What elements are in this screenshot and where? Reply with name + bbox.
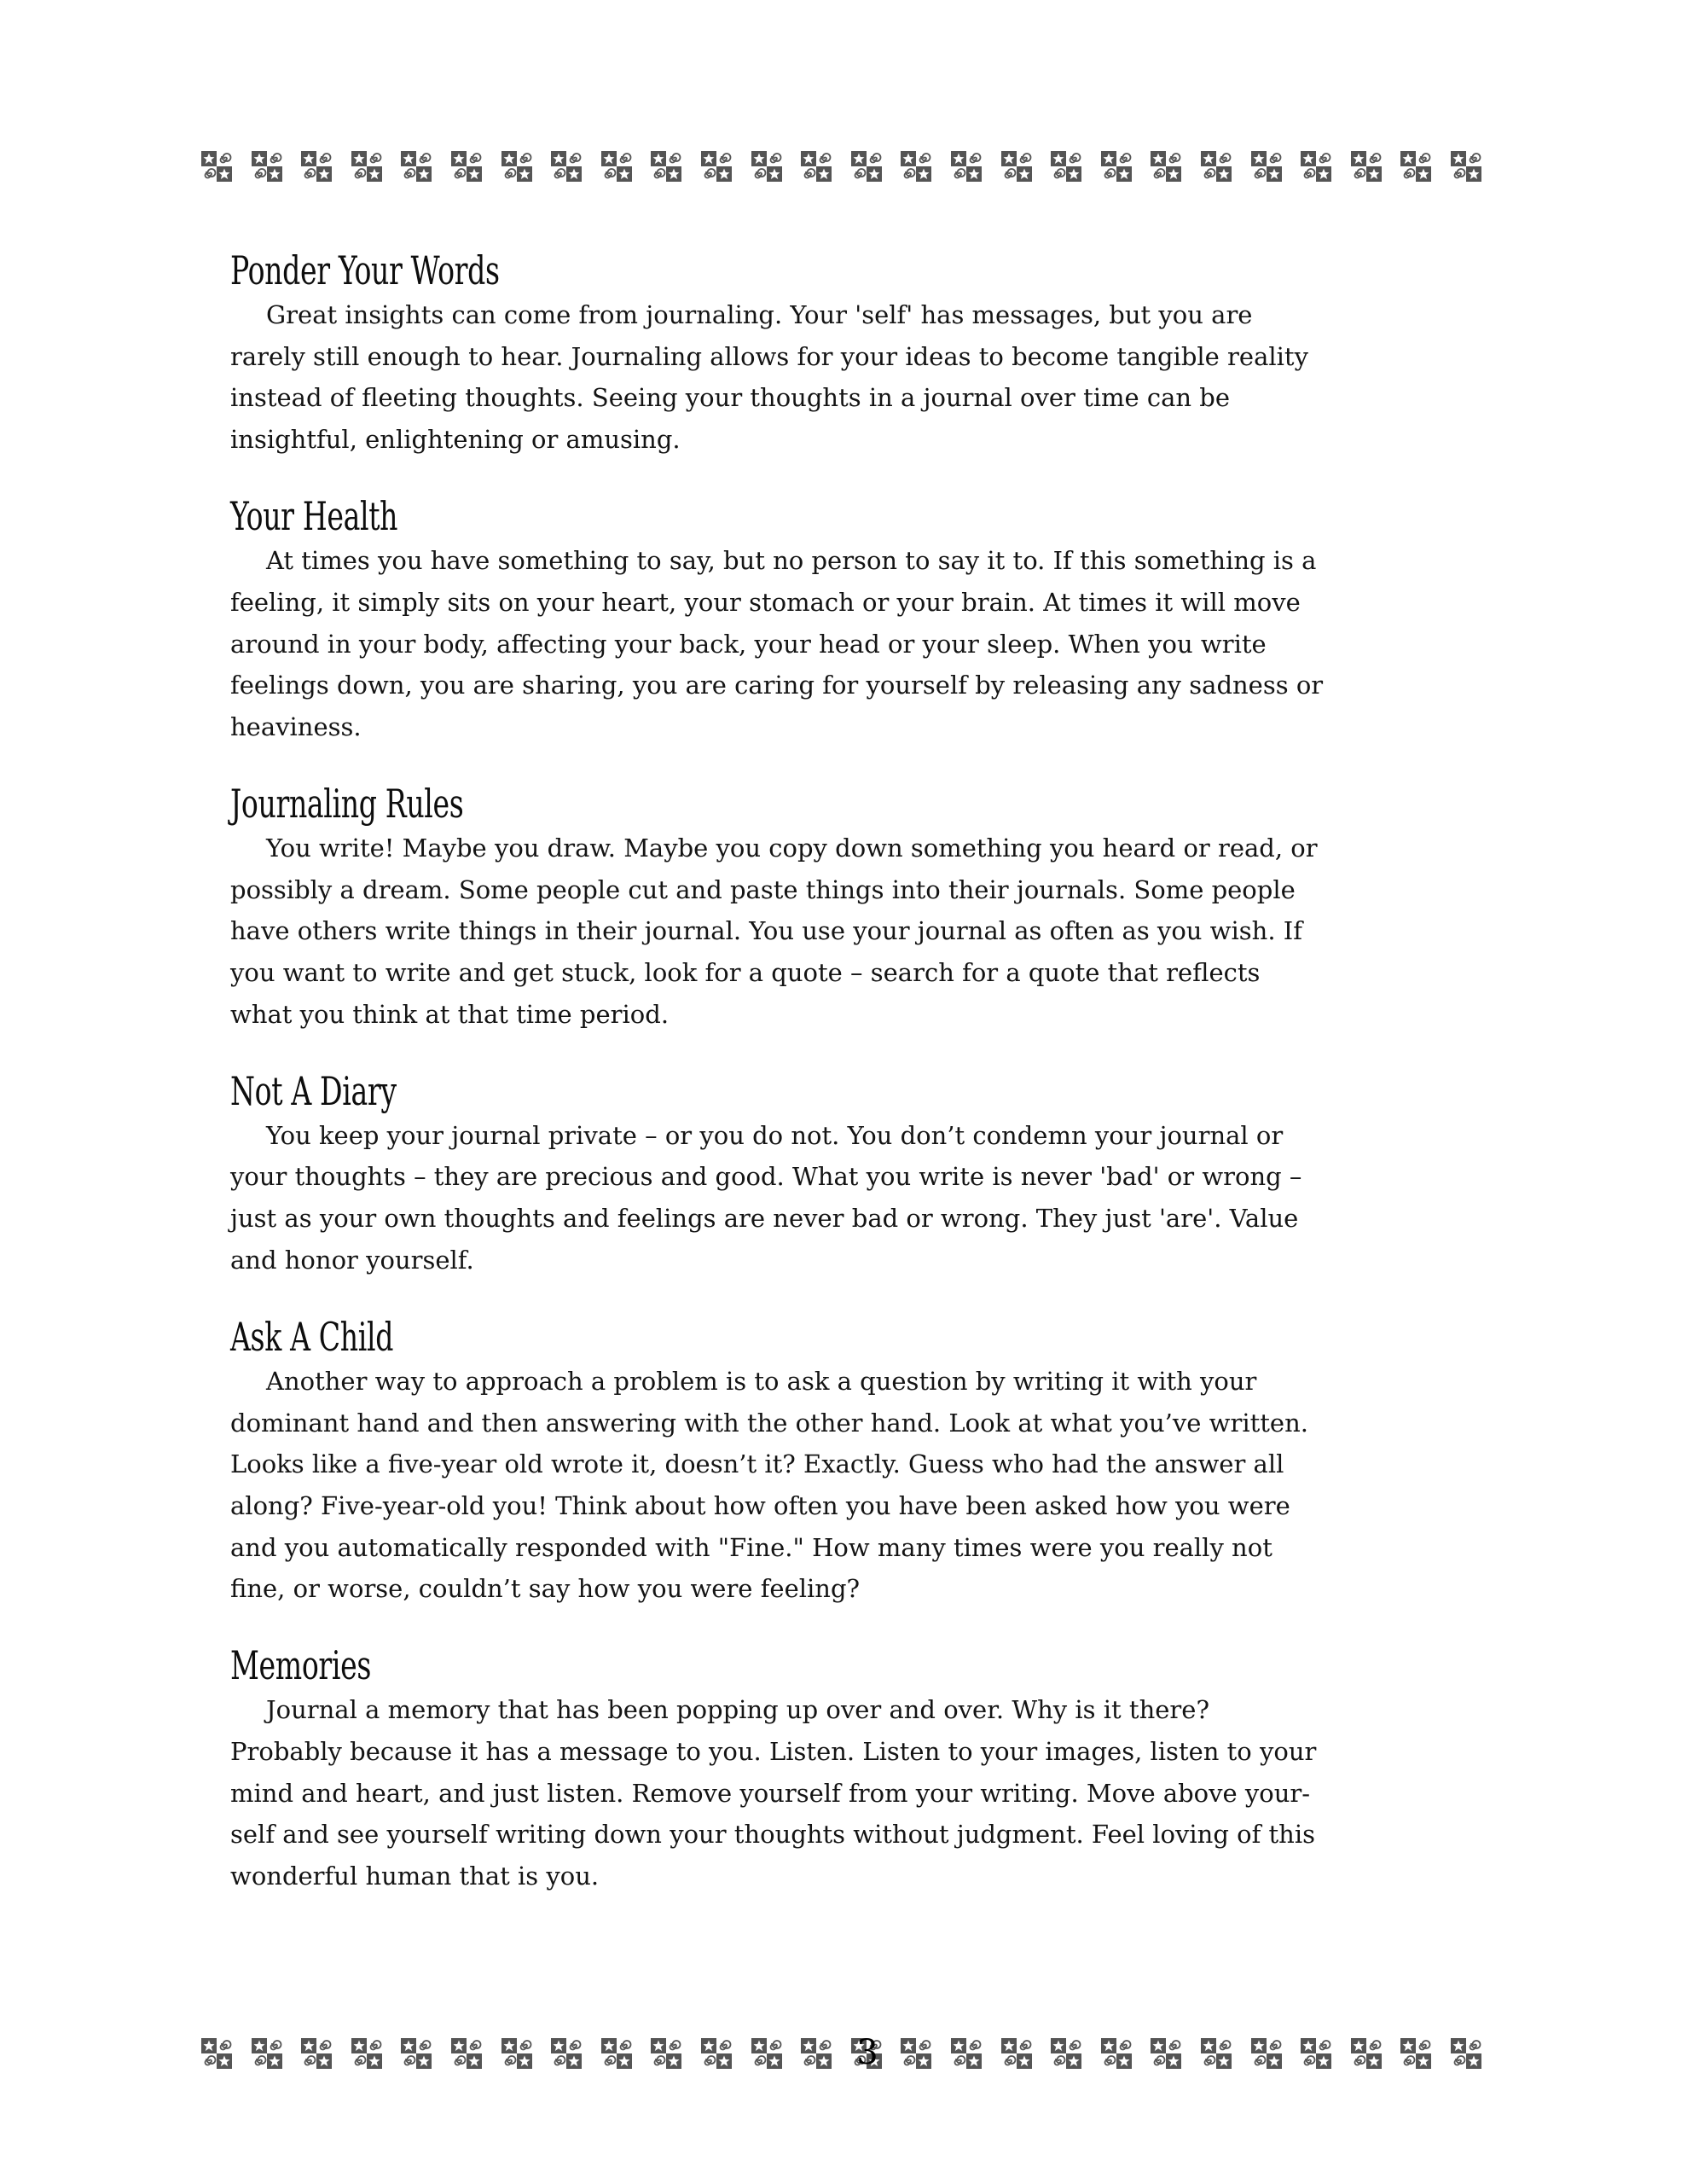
body-text-line: Probably because it has a message to you. Listen. Listen to your images, listen to your <box>230 1737 1317 1766</box>
star-spiral-tile-icon <box>1451 2038 1481 2069</box>
star-spiral-tile-icon <box>501 151 532 182</box>
star-spiral-tile-icon <box>401 151 432 182</box>
star-spiral-tile-icon <box>451 2038 482 2069</box>
top-border-ornament <box>201 151 1482 182</box>
star-spiral-tile-icon <box>701 151 732 182</box>
body-text-line: self and see yourself writing down your thoughts without judgment. Feel loving of this <box>230 1820 1316 1850</box>
star-spiral-tile-icon <box>1201 151 1232 182</box>
star-spiral-tile-icon <box>1201 2038 1232 2069</box>
star-spiral-tile-icon <box>1400 151 1431 182</box>
body-text-line: have others write things in their journal. You use your journal as often as you wish. If <box>230 916 1302 946</box>
star-spiral-tile-icon <box>301 151 332 182</box>
body-text-line: instead of fleeting thoughts. Seeing your thoughts in a journal over time can be <box>230 383 1231 413</box>
star-spiral-tile-icon <box>801 2038 832 2069</box>
section-heading: Ponder Your Words <box>230 247 500 293</box>
body-text-line: insightful, enlightening or amusing. <box>230 425 681 455</box>
body-text-line: heaviness. <box>230 712 362 741</box>
section-heading: Ask A Child <box>230 1313 394 1360</box>
body-text-line: possibly a dream. Some people cut and paste things into their journals. Some people <box>230 874 1296 904</box>
body-text-line: what you think at that time period. <box>230 999 670 1029</box>
star-spiral-tile-icon <box>851 151 882 182</box>
star-spiral-tile-icon <box>1151 2038 1181 2069</box>
body-text-line: around in your body, affecting your back, your head or your sleep. When you write <box>230 629 1267 659</box>
body-text-line: just as your own thoughts and feelings are never bad or wrong. They just 'are'. Value <box>230 1204 1299 1234</box>
body-text-line: mind and heart, and just listen. Remove yourself from your writing. Move above your- <box>230 1778 1311 1808</box>
star-spiral-tile-icon <box>651 2038 681 2069</box>
section-heading: Your Health <box>230 493 398 540</box>
body-text-line: wonderful human that is you. <box>230 1862 600 1891</box>
star-spiral-tile-icon <box>1301 151 1331 182</box>
body-text-line: along? Five-year-old you! Think about how often you have been asked how you were <box>230 1490 1290 1520</box>
star-spiral-tile-icon <box>601 151 632 182</box>
body-text-line: feelings down, you are sharing, you are caring for yourself by releasing any sadness or <box>230 671 1324 700</box>
star-spiral-tile-icon <box>1451 151 1481 182</box>
star-spiral-tile-icon <box>551 2038 582 2069</box>
star-spiral-tile-icon <box>801 151 832 182</box>
section-heading: Memories <box>230 1642 372 1689</box>
body-text-line: At times you have something to say, but no person to say it to. If this something is a <box>266 546 1317 576</box>
section-heading: Journaling Rules <box>230 780 464 827</box>
body-text-line: Looks like a five-year old wrote it, doesn’t it? Exactly. Guess who had the answer all <box>230 1449 1284 1479</box>
star-spiral-tile-icon <box>1101 2038 1132 2069</box>
body-text-line: Journal a memory that has been popping up over and over. Why is it there? <box>266 1695 1209 1725</box>
star-spiral-tile-icon <box>551 151 582 182</box>
body-text-line: rarely still enough to hear. Journaling allows for your ideas to become tangible reality <box>230 341 1308 371</box>
body-text-line: fine, or worse, couldn’t say how you were feeling? <box>230 1574 861 1604</box>
body-text-line: Great insights can come from journaling. Your 'self' has messages, but you are <box>266 300 1253 329</box>
star-spiral-tile-icon <box>951 151 982 182</box>
star-spiral-tile-icon <box>252 2038 282 2069</box>
star-spiral-tile-icon <box>252 151 282 182</box>
star-spiral-tile-icon <box>901 2038 931 2069</box>
body-text-line: and you automatically responded with "Fine." How many times were you really not <box>230 1532 1272 1562</box>
star-spiral-tile-icon <box>201 151 232 182</box>
star-spiral-tile-icon <box>301 2038 332 2069</box>
body-text-line: your thoughts – they are precious and good. What you write is never 'bad' or wrong – <box>230 1162 1302 1192</box>
body-text-line: dominant hand and then answering with the other hand. Look at what you’ve written. <box>230 1408 1308 1438</box>
star-spiral-tile-icon <box>601 2038 632 2069</box>
body-text-line: Another way to approach a problem is to ask a question by writing it with your <box>266 1366 1257 1396</box>
star-spiral-tile-icon <box>1351 151 1382 182</box>
star-spiral-tile-icon <box>1101 151 1132 182</box>
star-spiral-tile-icon <box>1251 2038 1282 2069</box>
star-spiral-tile-icon <box>1351 2038 1382 2069</box>
star-spiral-tile-icon <box>701 2038 732 2069</box>
body-text-line: you want to write and get stuck, look for a quote – search for a quote that reflects <box>230 958 1261 987</box>
star-spiral-tile-icon <box>901 151 931 182</box>
body-text-line: You write! Maybe you draw. Maybe you copy down something you heard or read, or <box>266 833 1318 863</box>
star-spiral-tile-icon <box>1001 2038 1032 2069</box>
star-spiral-tile-icon <box>1051 151 1081 182</box>
body-text-line: and honor yourself. <box>230 1245 474 1275</box>
star-spiral-tile-icon <box>751 2038 782 2069</box>
star-spiral-tile-icon <box>351 151 382 182</box>
page-number: 3 <box>856 2033 878 2072</box>
star-spiral-tile-icon <box>1001 151 1032 182</box>
star-spiral-tile-icon <box>501 2038 532 2069</box>
star-spiral-tile-icon <box>451 151 482 182</box>
star-spiral-tile-icon <box>1251 151 1282 182</box>
body-text-line: feeling, it simply sits on your heart, your stomach or your brain. At times it will move <box>230 587 1301 617</box>
star-spiral-tile-icon <box>401 2038 432 2069</box>
star-spiral-tile-icon <box>651 151 681 182</box>
star-spiral-tile-icon <box>1151 151 1181 182</box>
bottom-border-ornament <box>201 2038 1482 2069</box>
section-heading: Not A Diary <box>230 1067 397 1114</box>
star-spiral-tile-icon <box>201 2038 232 2069</box>
body-text-line: You keep your journal private – or you do not. You don’t condemn your journal or <box>266 1120 1284 1150</box>
star-spiral-tile-icon <box>1301 2038 1331 2069</box>
star-spiral-tile-icon <box>1051 2038 1081 2069</box>
star-spiral-tile-icon <box>951 2038 982 2069</box>
star-spiral-tile-icon <box>351 2038 382 2069</box>
star-spiral-tile-icon <box>751 151 782 182</box>
star-spiral-tile-icon <box>1400 2038 1431 2069</box>
